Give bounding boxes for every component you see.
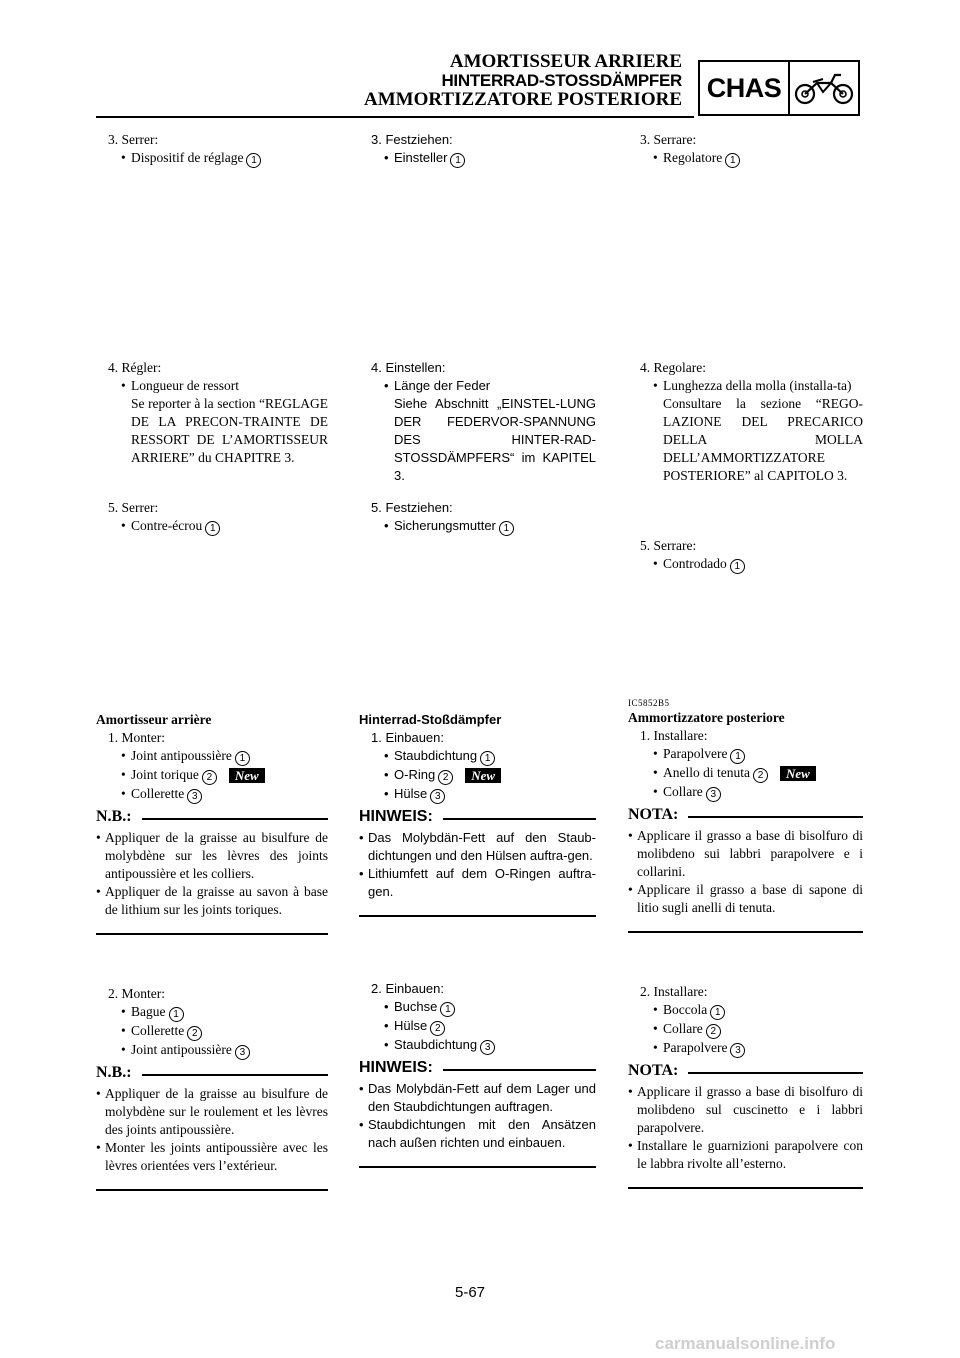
section-badge-label: CHAS (700, 62, 790, 114)
it-step-3: 3. Serrare: • Regolatore 1 (628, 131, 863, 168)
header-title-de: HINTERRAD-STOSSDÄMPFER (441, 71, 682, 90)
header-title-fr: AMORTISSEUR ARRIERE (449, 51, 682, 72)
watermark-text: carmanualsonline.info (655, 1334, 836, 1353)
fr-step-3: 3. Serrer: • Dispositif de réglage 1 (96, 131, 328, 168)
de-step-4: 4. Einstellen: • Länge der Feder Siehe Abschnitt „EINSTEL-LUNG DER FEDERVOR-SPANNUNG DES HINTER-RAD-STOSSDÄMPFERS“ im KAPITEL 3. (359, 359, 596, 485)
new-part-badge: New (229, 768, 265, 783)
fr-note-heading: N.B.: (96, 808, 328, 826)
de-section-install-2: 2. Einbauen: • Buchse 1 • Hülse 2 • Staubdichtung 3 HINWEIS: • Das Molybdän-Fett auf dem Lager und den Staubdichtungen auftragen. • Staubdichtungen mit den Ansätzen nach außen richten und einbauen. (359, 980, 596, 1168)
de-step-3: 3. Festziehen: • Einsteller 1 (359, 131, 596, 168)
it-section-install-1: IC5852B5 Ammortizzatore posteriore 1. Installare: • Parapolvere 1 • Anello di tenuta 2 New • Collare 3 NOTA: • Applicare il grasso a base di bisolfuro di molibdeno sui labbri parapolvere e i collarini. • Applicare il grasso a base di sapone di litio sugli anelli di tenuta. (628, 697, 863, 933)
it-section-install-2: 2. Installare: • Boccola 1 • Collare 2 • Parapolvere 3 NOTA: • Applicare il grasso a base di bisolfuro di molibdeno sul cuscinetto e i labbri parapolvere. • Installare le guarnizioni parapolvere con le labbra rivolte all’esterno. (628, 983, 863, 1189)
de-section-install-1: Hinterrad-Stoßdämpfer 1. Einbauen: • Staubdichtung 1 • O-Ring 2 New • Hülse 3 HINWEIS: • Das Molybdän-Fett auf den Staub-dichtungen und den Hülsen auftra-gen. • Lithiumfett auf dem O-Ringen auftra-gen. (359, 711, 596, 917)
header-rule (96, 116, 694, 118)
callout-1: 1 (246, 153, 261, 168)
it-section-title: Ammortizzatore posteriore (628, 710, 785, 725)
page-number: 5-67 (455, 1284, 486, 1301)
it-step-4: 4. Regolare: • Lunghezza della molla (installa-ta) Consultare la sezione “REGO-LAZIONE DEL PRECARICO DELLA MOLLA DELL’AMMORTIZZATORE POSTERIORE” al CAPITOLO 3. (628, 359, 863, 485)
page-header-titles (340, 52, 682, 109)
de-section-title: Hinterrad-Stoßdämpfer (359, 712, 502, 727)
de-note-heading: HINWEIS: (359, 808, 596, 826)
it-step-4-reference: Consultare la sezione “REGO-LAZIONE DEL PRECARICO DELLA MOLLA DELL’AMMORTIZZATORE POSTERIORE” al CAPITOLO 3. (663, 396, 863, 483)
it-note-heading: NOTA: (628, 806, 863, 824)
fr-section-install-1: Amortisseur arrière 1. Monter: • Joint antipoussière 1 • Joint torique 2 New • Collerette 3 N.B.: • Appliquer de la graisse au bisulfure de molybdène sur les lèvres des joints antipoussière et les colliers. • Appliquer de la graisse au savon à base de lithium sur les joints toriques. (96, 711, 328, 935)
note-end-rule (96, 933, 328, 935)
de-step-4-reference: Siehe Abschnitt „EINSTEL-LUNG DER FEDERVOR-SPANNUNG DES HINTER-RAD-STOSSDÄMPFERS“ im KAPITEL 3. (394, 396, 596, 483)
fr-step-5: 5. Serrer: • Contre-écrou 1 (96, 499, 328, 536)
de-step-5: 5. Festziehen: • Sicherungsmutter 1 (359, 499, 596, 536)
it-section-code: IC5852B5 (628, 698, 670, 708)
fr-step-4-reference: Se reporter à la section “REGLAGE DE LA PRECON-TRAINTE DE RESSORT DE L’AMORTISSEUR ARRIERE” du CHAPITRE 3. (131, 396, 328, 465)
fr-section-title: Amortisseur arrière (96, 712, 212, 727)
fr-step-4: 4. Régler: • Longueur de ressort Se reporter à la section “REGLAGE DE LA PRECON-TRAINTE DE RESSORT DE L’AMORTISSEUR ARRIERE” du CHAPITRE 3. (96, 359, 328, 467)
section-badge (698, 60, 860, 116)
header-title-it: AMMORTIZZATORE POSTERIORE (364, 89, 682, 110)
motorcycle-icon (790, 62, 858, 114)
it-step-5: 5. Serrare: • Controdado 1 (628, 537, 863, 574)
fr-section-install-2: 2. Monter: • Bague 1 • Collerette 2 • Joint antipoussière 3 N.B.: • Appliquer de la graisse au bisulfure de molybdène sur le roulement et les lèvres des joints antipoussière. • Monter les joints antipoussière avec les lèvres orientées vers l’extérieur. (96, 985, 328, 1191)
